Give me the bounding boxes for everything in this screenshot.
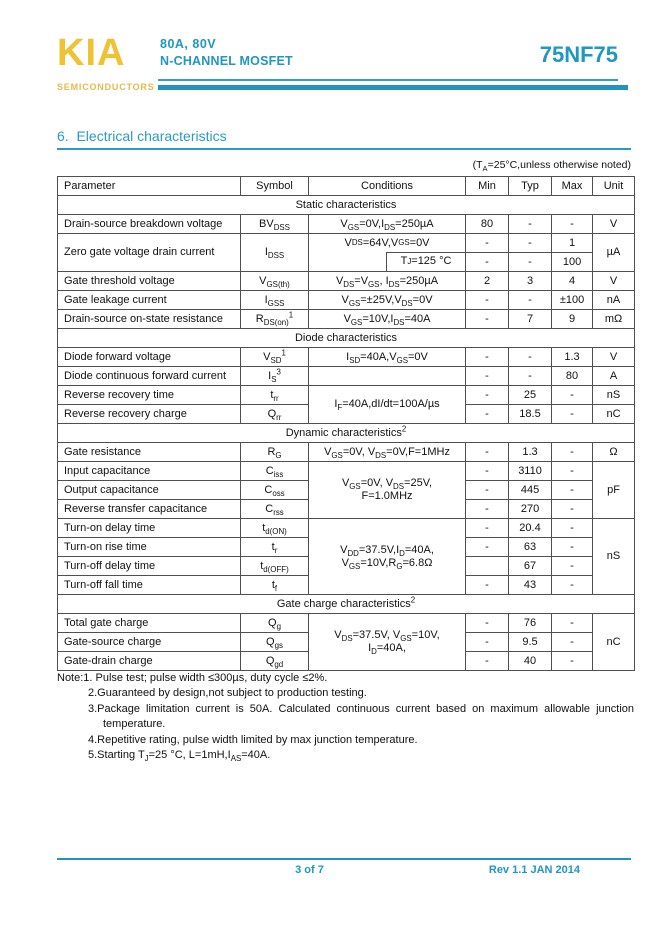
revision: Rev 1.1 JAN 2014 <box>488 864 580 876</box>
note-line: Note:1. Pulse test; pulse width ≤300µs, duty cycle ≤2%. <box>57 672 328 684</box>
table-cell: Reverse transfer capacitance <box>58 500 241 519</box>
table-cell: - <box>552 462 593 481</box>
table-cell: $I_S^3$ <box>241 367 309 386</box>
table-cell: $V_{GS}=10V,I_{DS}=40A$ <box>309 310 466 329</box>
table-cell: - <box>552 576 593 595</box>
table-cell: 25 <box>509 386 552 405</box>
table-cell: $I_F=40A,dI/dt=100A/\mu s$ <box>309 386 466 424</box>
table-cell: $I_{GSS}$ <box>241 291 309 310</box>
table-header-cell: Conditions <box>309 177 466 196</box>
header-rule-thick <box>158 85 628 90</box>
table-header-cell: Min <box>466 177 509 196</box>
table-cell: Gate threshold voltage <box>58 272 241 291</box>
table-cell: - <box>509 291 552 310</box>
table-cell: $t_{rr}$ <box>241 386 309 405</box>
table-cell: - <box>466 633 509 652</box>
table-cell: $t_f$ <box>241 576 309 595</box>
table-cell: 67 <box>509 557 552 576</box>
table-cell: - <box>552 481 593 500</box>
table-cell: Gate resistance <box>58 443 241 462</box>
table-cell: $C_{oss}$ <box>241 481 309 500</box>
table-body <box>58 196 635 671</box>
table-cell: 3 <box>509 272 552 291</box>
table-cell: 76 <box>509 614 552 633</box>
table-cell: - <box>466 253 509 272</box>
table-cell: - <box>466 500 509 519</box>
section-row-label: Static characteristics <box>58 196 635 215</box>
table-cell: 1 <box>552 234 593 253</box>
table-row <box>58 519 635 538</box>
spec-table <box>57 176 635 671</box>
brand-subtitle: SEMICONDUCTORS <box>57 82 155 92</box>
table-cell: - <box>552 386 593 405</box>
table-cell: mΩ <box>593 310 635 329</box>
table-cell: - <box>466 538 509 557</box>
table-cell: $t_{d(ON)}$ <box>241 519 309 538</box>
table-cell: - <box>466 405 509 424</box>
table-cell: Total gate charge <box>58 614 241 633</box>
table-cell: $V_{SD}^1$ <box>241 348 309 367</box>
table-cell: - <box>552 519 593 538</box>
note-line: 5.Starting $T_J=25$ °C, $L=1mH,I_{AS}=40A$. <box>88 749 271 764</box>
table-row <box>58 367 635 386</box>
table-cell: $C_{iss}$ <box>241 462 309 481</box>
table-cell: 270 <box>509 500 552 519</box>
table-cell: 80 <box>552 367 593 386</box>
table-row <box>58 272 635 291</box>
table-cell: - <box>466 310 509 329</box>
section-row <box>58 196 635 215</box>
table-cell: - <box>466 234 509 253</box>
table-cell: $C_{rss}$ <box>241 500 309 519</box>
table-cell: 9 <box>552 310 593 329</box>
part-rating: 80A, 80V <box>160 37 217 51</box>
table-cell: - <box>509 215 552 234</box>
table-cell: 100 <box>552 253 593 272</box>
table-cell: $Q_{gd}$ <box>241 652 309 671</box>
table-cell: - <box>552 500 593 519</box>
table-cell: $Q_g$ <box>241 614 309 633</box>
table-cell: Output capacitance <box>58 481 241 500</box>
note-line: 2.Guaranteed by design,not subject to production testing. <box>88 687 367 700</box>
table-cell: $Q_{rr}$ <box>241 405 309 424</box>
table-cell: Turn-on delay time <box>58 519 241 538</box>
table-cell: Turn-off fall time <box>58 576 241 595</box>
table-row <box>58 614 635 633</box>
notes-section <box>57 671 634 763</box>
section-row <box>58 595 635 614</box>
condition-sub: T J =125 °C <box>386 252 465 272</box>
table-cell: 43 <box>509 576 552 595</box>
table-header-row <box>58 177 635 196</box>
table-header-cell: Typ <box>509 177 552 196</box>
table-cell: - <box>466 386 509 405</box>
table-cell: $V_{GS}=0V$, $V_{DS}=0V,F=1MHz$ <box>309 443 466 462</box>
table-row <box>58 215 635 234</box>
table-cell: nS <box>593 386 635 405</box>
table-cell: - <box>466 443 509 462</box>
table-cell: - <box>552 443 593 462</box>
table-cell: V <box>593 348 635 367</box>
table-cell: - <box>509 253 552 272</box>
table-cell: - <box>466 462 509 481</box>
table-cell: V <box>593 272 635 291</box>
table-row <box>58 291 635 310</box>
table-cell: - <box>552 405 593 424</box>
table-header-cell: Symbol <box>241 177 309 196</box>
footer-rule <box>57 858 631 860</box>
table-cell: 1.3 <box>509 443 552 462</box>
table-cell: $t_r$ <box>241 538 309 557</box>
table-cell: - <box>552 633 593 652</box>
note-line: 4.Repetitive rating, pulse width limited by max junction temperature. <box>88 733 418 746</box>
note-line: 3.Package limitation current is 50A. Calculated continuous current based on maximum allowable junction temperature. <box>88 702 634 731</box>
table-cell: $Q_{gs}$ <box>241 633 309 652</box>
table-row <box>58 443 635 462</box>
condition-cell-nested <box>309 234 466 272</box>
condition-main: V DS =64V,V GS =0V <box>344 236 430 249</box>
table-cell: 2 <box>466 272 509 291</box>
header-rule-thin <box>158 79 618 81</box>
table-cell: Diode continuous forward current <box>58 367 241 386</box>
table-cell: $V_{DS}=V_{GS}$, $I_{DS}=250\mu A$ <box>309 272 466 291</box>
table-cell: - <box>466 367 509 386</box>
table-cell: Ω <box>593 443 635 462</box>
table-cell: $V_{GS(th)}$ <box>241 272 309 291</box>
table-cell: $V_{GS}=0V,I_{DS}=250\mu A$ <box>309 215 466 234</box>
section-row <box>58 424 635 443</box>
table-cell: 20.4 <box>509 519 552 538</box>
table-cell: Reverse recovery charge <box>58 405 241 424</box>
table-cell: - <box>552 557 593 576</box>
table-row <box>58 234 635 253</box>
section-title: 6. Electrical characteristics <box>57 128 631 150</box>
condition-note: ($T_A=25^\circ C,unless$ otherwise noted) <box>472 159 631 174</box>
table-cell: Zero gate voltage drain current <box>58 234 241 272</box>
table-cell: 18.5 <box>509 405 552 424</box>
part-number: 75NF75 <box>539 42 618 67</box>
table-row <box>58 462 635 481</box>
table-cell: 80 <box>466 215 509 234</box>
table-cell: - <box>466 652 509 671</box>
table-cell: Input capacitance <box>58 462 241 481</box>
table-cell: $BV_{DSS}$ <box>241 215 309 234</box>
table-header-cell: Unit <box>593 177 635 196</box>
table-cell: nC <box>593 614 635 671</box>
table-cell: - <box>466 576 509 595</box>
table-cell: - <box>552 215 593 234</box>
table-cell: 40 <box>509 652 552 671</box>
section-row <box>58 329 635 348</box>
table-cell: - <box>509 348 552 367</box>
table-cell: - <box>552 652 593 671</box>
table-cell: Reverse recovery time <box>58 386 241 405</box>
table-header-cell: Parameter <box>58 177 241 196</box>
table-cell: - <box>509 234 552 253</box>
table-cell: $V_{DD}=37.5V,I_D=40A$, $V_{GS}=10V,R_G=6.8\Omega$ <box>309 519 466 595</box>
section-row-label: Dynamic characteristics$^2$ <box>58 424 635 443</box>
table-cell: $I_{SD}=40A,V_{GS}=0V$ <box>309 348 466 367</box>
table-cell: Diode forward voltage <box>58 348 241 367</box>
table-cell: V <box>593 215 635 234</box>
table-cell: $I_{DSS}$ <box>241 234 309 272</box>
table-cell: - <box>552 614 593 633</box>
table-cell: $V_{GS}=\pm 25V,V_{DS}=0V$ <box>309 291 466 310</box>
table-cell: - <box>552 538 593 557</box>
table-cell: 9.5 <box>509 633 552 652</box>
table-cell: - <box>466 481 509 500</box>
table-cell: $R_{DS(on)}^1$ <box>241 310 309 329</box>
table-row <box>58 386 635 405</box>
table-cell: Drain-source on-state resistance <box>58 310 241 329</box>
table-row <box>58 310 635 329</box>
table-cell: Gate-source charge <box>58 633 241 652</box>
section-row-label: Diode characteristics <box>58 329 635 348</box>
table-cell: 63 <box>509 538 552 557</box>
table-cell: Gate leakage current <box>58 291 241 310</box>
table-cell: $V_{DS}=37.5V$, $V_{GS}=10V$, $I_D=40A$, <box>309 614 466 671</box>
table-cell: µA <box>593 234 635 272</box>
page-number: 3 of 7 <box>295 864 324 876</box>
table-cell: nC <box>593 405 635 424</box>
table-cell: Drain-source breakdown voltage <box>58 215 241 234</box>
section-row-label: Gate charge characteristics$^2$ <box>58 595 635 614</box>
table-row <box>58 348 635 367</box>
table-header-cell: Max <box>552 177 593 196</box>
table-cell: Turn-on rise time <box>58 538 241 557</box>
table-cell: 3110 <box>509 462 552 481</box>
table-cell: ±100 <box>552 291 593 310</box>
table-cell: - <box>466 291 509 310</box>
part-description <box>160 37 293 68</box>
table-cell: 1.3 <box>552 348 593 367</box>
table-cell: - <box>466 614 509 633</box>
table-cell: - <box>466 519 509 538</box>
table-cell: nS <box>593 519 635 595</box>
table-cell: 7 <box>509 310 552 329</box>
table-cell: $t_{d(OFF)}$ <box>241 557 309 576</box>
table-cell <box>466 557 509 576</box>
brand-logo: KIA <box>57 32 126 74</box>
table-cell: nA <box>593 291 635 310</box>
table-cell: $V_{GS}=0V$, $V_{DS}=25V$, F=1.0MHz <box>309 462 466 519</box>
table-cell: Gate-drain charge <box>58 652 241 671</box>
table-cell: pF <box>593 462 635 519</box>
table-cell <box>309 367 466 386</box>
table-cell: Turn-off delay time <box>58 557 241 576</box>
table-cell: A <box>593 367 635 386</box>
table-cell: 4 <box>552 272 593 291</box>
table-cell: - <box>509 367 552 386</box>
table-cell: - <box>466 348 509 367</box>
table-cell: $R_G$ <box>241 443 309 462</box>
table-cell: 445 <box>509 481 552 500</box>
part-type: N-CHANNEL MOSFET <box>160 54 293 68</box>
